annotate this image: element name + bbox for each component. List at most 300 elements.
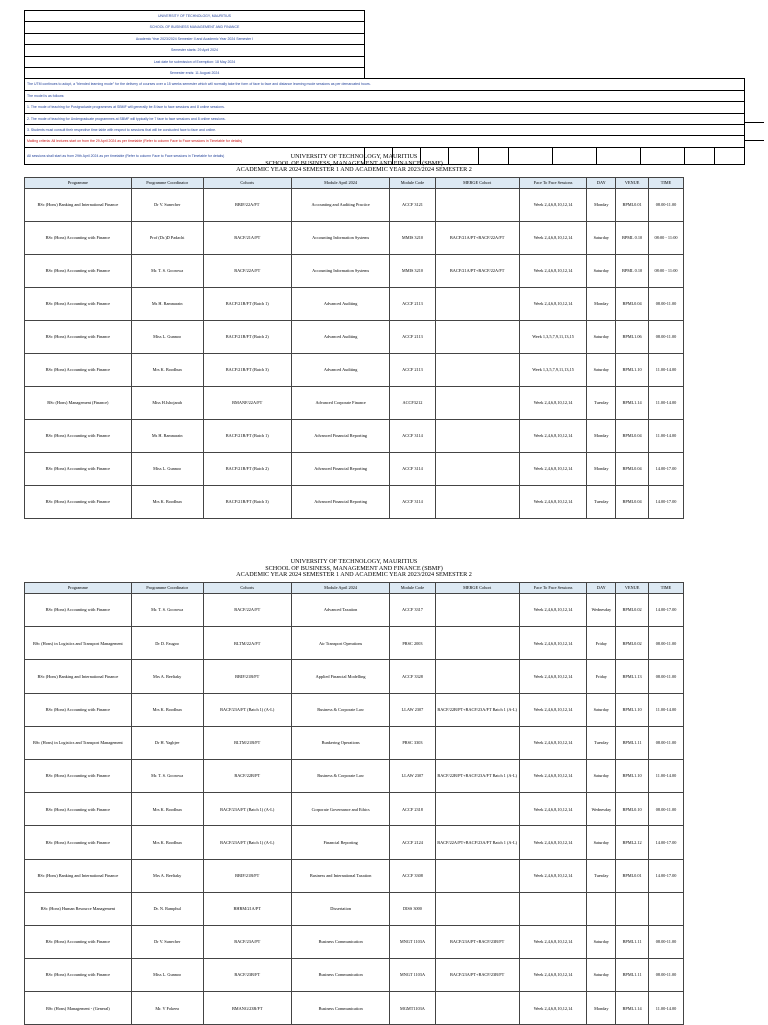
cell-module: Business & Corporate Law xyxy=(291,759,390,792)
cell-day: Tuesday xyxy=(587,387,616,420)
cell-coordinator: Dr V. Sunecher xyxy=(131,189,203,222)
cell-face-to-face-sessions xyxy=(519,892,587,925)
cell-time: 08.00-11.00 xyxy=(649,925,684,958)
column-header-programme: Programme xyxy=(25,178,132,189)
cell-programme: BSc (Hons) Accounting with Finance xyxy=(25,222,132,255)
schedule-heading-2 xyxy=(24,559,684,579)
cell-cohort: BBIF/22A/FT xyxy=(203,189,291,222)
cell-face-to-face-sessions: Week 2,4,6,8,10,12,14 xyxy=(519,925,587,958)
cell-time: 08:00 - 11:00 xyxy=(649,222,684,255)
cell-day: Monday xyxy=(587,189,616,222)
cell-merge-cohort xyxy=(435,594,519,627)
table-row xyxy=(25,354,684,387)
cell-programme: BSc (Hons) Human Resource Management xyxy=(25,892,132,925)
cell-venue: BPML0.01 xyxy=(616,859,649,892)
cell-face-to-face-sessions: Week 1,3,5,7,9,11,13,15 xyxy=(519,354,587,387)
table-row xyxy=(25,594,684,627)
cell-module: Accounting and Auditing Practice xyxy=(291,189,390,222)
cell-face-to-face-sessions: Week 2,4,6,8,10,12,14 xyxy=(519,453,587,486)
cell-day: Monday xyxy=(587,992,616,1025)
cell-face-to-face-sessions: Week 2,4,6,8,10,12,14 xyxy=(519,693,587,726)
cell-programme: BSc (Hons) Accounting with Finance xyxy=(25,255,132,288)
cell-day: Wednesday xyxy=(587,793,616,826)
cell-cohort: BACF/21B/FT (Batch 1) xyxy=(203,288,291,321)
cell-cohort: BBIF/21B/FT xyxy=(203,660,291,693)
table-header-row xyxy=(25,583,684,594)
cell-module: Accounting Information Systems xyxy=(291,222,390,255)
cell-module: Advanced Financial Reporting xyxy=(291,486,390,519)
cell-module-code: PRSC 2003 xyxy=(390,627,435,660)
cell-merge-cohort xyxy=(435,660,519,693)
cell-programme: BSc (Hons) Accounting with Finance xyxy=(25,925,132,958)
cell-programme: BSc (Hons) Banking and International Finance xyxy=(25,660,132,693)
column-header-module-code: Module Code xyxy=(390,178,435,189)
cell-programme: BSc (Hons) Accounting with Finance xyxy=(25,826,132,859)
column-header-time: TIME xyxy=(649,583,684,594)
notice-line-6: Semester ends: 11 August 2024 xyxy=(25,68,365,79)
cell-cohort: BMANG/23B/FT xyxy=(203,992,291,1025)
cell-programme: BSc (Hons) Management (Finance) xyxy=(25,387,132,420)
cell-programme: BSc (Hons) Accounting with Finance xyxy=(25,486,132,519)
notice-body-5: 3. Students must consult their respective time table with respect to sessions that will be conducted face to face and online. xyxy=(25,125,745,136)
cell-module-code: MMIS 3210 xyxy=(390,255,435,288)
cell-merge-cohort xyxy=(435,992,519,1025)
cell-venue: BPML 0.10 xyxy=(616,255,649,288)
cell-venue: BPML0.04 xyxy=(616,420,649,453)
cell-merge-cohort xyxy=(435,486,519,519)
table-row xyxy=(25,288,684,321)
cell-day: Saturday xyxy=(587,925,616,958)
cell-day: Saturday xyxy=(587,959,616,992)
cell-programme: BSc (Hons) Accounting with Finance xyxy=(25,453,132,486)
cell-time: 11.00-14.00 xyxy=(649,693,684,726)
cell-merge-cohort xyxy=(435,420,519,453)
table-row xyxy=(25,859,684,892)
cell-day: Tuesday xyxy=(587,726,616,759)
cell-face-to-face-sessions: Week 2,4,6,8,10,12,14 xyxy=(519,959,587,992)
cell-face-to-face-sessions: Week 2,4,6,8,10,12,14 xyxy=(519,420,587,453)
cell-venue: BPML1.14 xyxy=(616,992,649,1025)
cell-venue: BPML1.13 xyxy=(616,660,649,693)
notice-line-1: UNIVERSITY OF TECHNOLOGY, MAURITIUS xyxy=(25,11,365,22)
cell-face-to-face-sessions: Week 2,4,6,8,10,12,14 xyxy=(519,255,587,288)
cell-venue: BPML0.01 xyxy=(616,189,649,222)
cell-time: 14.00-17.00 xyxy=(649,826,684,859)
cell-cohort: BACF/22A/FT xyxy=(203,255,291,288)
cell-merge-cohort: BACF/22B/PT+BACF/23A/FT Batch 1 (A-L) xyxy=(435,759,519,792)
cell-face-to-face-sessions: Week 2,4,6,8,10,12,14 xyxy=(519,992,587,1025)
cell-day: Friday xyxy=(587,660,616,693)
cell-module: Advanced Auditing xyxy=(291,321,390,354)
cell-coordinator: Mrs K. Boodhun xyxy=(131,693,203,726)
notice-block xyxy=(24,10,745,165)
heading-university: UNIVERSITY OF TECHNOLOGY, MAURITIUS xyxy=(290,558,418,565)
notice-line-5: Last date for submission of Exemption: 18 May 2024 xyxy=(25,56,365,67)
notice-line-2: SCHOOL OF BUSINESS MANAGEMENT AND FINANCE xyxy=(25,22,365,33)
cell-module: Advanced Financial Reporting xyxy=(291,453,390,486)
cell-day: Saturday xyxy=(587,826,616,859)
cell-merge-cohort: BACF/23A/PT+BACF/23B/FT xyxy=(435,925,519,958)
column-header-face-to-face-sessions: Face To Face Sessions xyxy=(519,583,587,594)
table-header-row xyxy=(25,178,684,189)
column-header-time: TIME xyxy=(649,178,684,189)
column-header-day: DAY xyxy=(587,583,616,594)
column-header-face-to-face-sessions: Face To Face Sessions xyxy=(519,178,587,189)
cell-coordinator: Miss L. Gunnoo xyxy=(131,321,203,354)
cell-venue: BPML0.04 xyxy=(616,288,649,321)
cell-coordinator: Mrs K. Boodhun xyxy=(131,486,203,519)
cell-programme: BSc (Hons) Accounting with Finance xyxy=(25,354,132,387)
cell-module: Applied Financial Modelling xyxy=(291,660,390,693)
cell-venue: BPML0.04 xyxy=(616,486,649,519)
cell-face-to-face-sessions: Week 2,4,6,8,10,12,14 xyxy=(519,189,587,222)
cell-programme: BSc (Hons) Accounting with Finance xyxy=(25,693,132,726)
cell-module-code: LLAW 2307 xyxy=(390,759,435,792)
cell-module-code: ACCF 2124 xyxy=(390,826,435,859)
cell-coordinator: Miss L. Gunnoo xyxy=(131,959,203,992)
cell-programme: BSc (Hons) Banking and International Finance xyxy=(25,189,132,222)
table-body xyxy=(25,594,684,1025)
column-header-merge-cohort: MERGE Cohort xyxy=(435,583,519,594)
table-row xyxy=(25,189,684,222)
cell-face-to-face-sessions: Week 2,4,6,8,10,12,14 xyxy=(519,726,587,759)
schedule-table-1 xyxy=(24,177,684,519)
cell-merge-cohort xyxy=(435,387,519,420)
cell-module: Bunkering Operations xyxy=(291,726,390,759)
table-row xyxy=(25,627,684,660)
notice-body-3: 1. The mode of teaching for Postgraduate programmes at SBMF will generally be 8 face to face sessions and 8 online sessions. xyxy=(25,102,745,113)
table-row xyxy=(25,959,684,992)
cell-module-code: ACCF 3114 xyxy=(390,453,435,486)
cell-venue: BPML0.02 xyxy=(616,627,649,660)
notice-last-line: All sessions shall start as from 29th April 2024 as per timetable (Refer to column Face to Face sessions in Timetable for details) xyxy=(25,147,365,164)
cell-face-to-face-sessions: Week 2,4,6,8,10,12,14 xyxy=(519,486,587,519)
cell-day: Tuesday xyxy=(587,486,616,519)
cell-coordinator: Mrs A. Beeltaky xyxy=(131,660,203,693)
table-row xyxy=(25,420,684,453)
cell-module: Advanced Auditing xyxy=(291,288,390,321)
cell-coordinator: Mr. T. S. Goorowa xyxy=(131,759,203,792)
heading-academic-year: ACADEMIC YEAR 2024 SEMESTER 1 AND ACADEMIC YEAR 2023/2024 SEMESTER 2 xyxy=(236,571,472,579)
column-header-venue: VENUE xyxy=(616,178,649,189)
cell-merge-cohort xyxy=(435,189,519,222)
cell-venue xyxy=(616,892,649,925)
cell-time: 08.00-11.00 xyxy=(649,288,684,321)
cell-time: 08.00-11.00 xyxy=(649,959,684,992)
table-row xyxy=(25,222,684,255)
cell-face-to-face-sessions: Week 2,4,6,8,10,12,14 xyxy=(519,627,587,660)
table-row xyxy=(25,486,684,519)
cell-programme: BSc (Hons) in Logistics and Transport Management xyxy=(25,627,132,660)
cell-day: Wednesday xyxy=(587,594,616,627)
cell-face-to-face-sessions: Week 2,4,6,8,10,12,14 xyxy=(519,288,587,321)
schedule-table-2 xyxy=(24,582,684,1025)
cell-module-code: ACCF 3328 xyxy=(390,660,435,693)
cell-module-code: MNGT 1103A xyxy=(390,959,435,992)
cell-venue: BPML 0.10 xyxy=(616,222,649,255)
cell-time: 11.00-14.00 xyxy=(649,420,684,453)
cell-programme: BSc (Hons) in Logistics and Transport Management xyxy=(25,726,132,759)
cell-time: 14.00-17.00 xyxy=(649,486,684,519)
cell-module: Business Communication xyxy=(291,959,390,992)
cell-day: Saturday xyxy=(587,354,616,387)
cell-module: Business Communication xyxy=(291,992,390,1025)
cell-time: 08:00 - 11:00 xyxy=(649,255,684,288)
cell-face-to-face-sessions: Week 1,3,5,7,9,11,13,15 xyxy=(519,321,587,354)
cell-merge-cohort xyxy=(435,288,519,321)
cell-coordinator: Dr V. Sunecher xyxy=(131,925,203,958)
cell-module-code: MMIS 3210 xyxy=(390,222,435,255)
cell-time: 08.00-11.00 xyxy=(649,321,684,354)
cell-coordinator: Ms H. Ramnarain xyxy=(131,420,203,453)
cell-time: 11.00-14.00 xyxy=(649,759,684,792)
cell-coordinator: Miss H.Ishojarah xyxy=(131,387,203,420)
cell-venue: BPML1.11 xyxy=(616,726,649,759)
cell-merge-cohort xyxy=(435,793,519,826)
cell-module-code: LLAW 2307 xyxy=(390,693,435,726)
cell-time: 08.00-11.00 xyxy=(649,660,684,693)
cell-time xyxy=(649,892,684,925)
table-row xyxy=(25,759,684,792)
cell-cohort: BLTM/21B/FT xyxy=(203,726,291,759)
cell-programme: BSc (Hons) Accounting with Finance xyxy=(25,759,132,792)
cell-merge-cohort: BACF/22A/PT+BACF/23A/FT Batch 1 (A-L) xyxy=(435,826,519,859)
column-header-module-code: Module Code xyxy=(390,583,435,594)
cell-cohort: BACF/21B/FT (Batch 2) xyxy=(203,453,291,486)
cell-face-to-face-sessions: Week 2,4,6,8,10,12,14 xyxy=(519,222,587,255)
cell-coordinator: Dr. N. Ramphul xyxy=(131,892,203,925)
cell-cohort: BACF/23A/FT (Batch 1) (A-L) xyxy=(203,693,291,726)
cell-programme: BSc (Hons) Management - (General) xyxy=(25,992,132,1025)
cell-cohort: BACF/22A/FT xyxy=(203,594,291,627)
column-header-module: Module April 2024 xyxy=(291,178,390,189)
cell-module-code: ACCF 2113 xyxy=(390,288,435,321)
cell-module-code: PRSC 3303 xyxy=(390,726,435,759)
cell-time: 11.00-14.00 xyxy=(649,354,684,387)
cell-module-code: ACCF3212 xyxy=(390,387,435,420)
cell-module: Accounting Information Systems xyxy=(291,255,390,288)
cell-time: 11.00-14.00 xyxy=(649,992,684,1025)
cell-cohort: BACF/23A/FT (Batch 1) (A-L) xyxy=(203,826,291,859)
cell-day: Saturday xyxy=(587,759,616,792)
notice-body-1: The UTM continues to adopt, a "blended learning mode" for the delivery of courses over a 15 weeks semester which will normally take the form of face to face and distance learning mode sessions as per demarcated hours. xyxy=(25,79,745,90)
cell-cohort: BMANF/22A/FT xyxy=(203,387,291,420)
column-header-day: DAY xyxy=(587,178,616,189)
cell-merge-cohort: BACF/23A/PT+BACF/23B/FT xyxy=(435,959,519,992)
cell-time: 08.00-11.00 xyxy=(649,189,684,222)
cell-module: Financial Reporting xyxy=(291,826,390,859)
column-header-cohort: Cohorts xyxy=(203,178,291,189)
cell-face-to-face-sessions: Week 2,4,6,8,10,12,14 xyxy=(519,759,587,792)
cell-time: 14.00-17.00 xyxy=(649,859,684,892)
cell-merge-cohort: BACF/21A/PT+BACF/22A/FT xyxy=(435,255,519,288)
column-header-venue: VENUE xyxy=(616,583,649,594)
cell-cohort: BLTM/22A/FT xyxy=(203,627,291,660)
cell-module: Business Communication xyxy=(291,925,390,958)
cell-module-code: MGMT1103A xyxy=(390,992,435,1025)
cell-venue: BPML0.02 xyxy=(616,594,649,627)
cell-coordinator: Prof (Dr.)D Padachi xyxy=(131,222,203,255)
cell-module-code: ACCF 3114 xyxy=(390,486,435,519)
notice-line-4: Semester starts: 29 April 2024 xyxy=(25,45,365,56)
cell-module-code: MNGT 1103A xyxy=(390,925,435,958)
cell-time: 11.00-14.00 xyxy=(649,387,684,420)
table-row xyxy=(25,892,684,925)
column-header-coordinator: Programme Coordinator xyxy=(131,178,203,189)
heading-university: UNIVERSITY OF TECHNOLOGY, MAURITIUS xyxy=(290,153,418,160)
cell-cohort: BACF/21A/PT xyxy=(203,222,291,255)
notice-body-2: The model is as follows: xyxy=(25,90,745,101)
cell-programme: BSc (Hons) Accounting with Finance xyxy=(25,321,132,354)
heading-academic-year: ACADEMIC YEAR 2024 SEMESTER 1 AND ACADEMIC YEAR 2023/2024 SEMESTER 2 xyxy=(236,166,472,174)
cell-module-code: ACCF 3121 xyxy=(390,189,435,222)
cell-merge-cohort xyxy=(435,726,519,759)
cell-merge-cohort: BACF/21A/PT+BACF/22A/FT xyxy=(435,222,519,255)
cell-face-to-face-sessions: Week 2,4,6,8,10,12,14 xyxy=(519,387,587,420)
cell-venue: BPML1.10 xyxy=(616,693,649,726)
column-header-merge-cohort: MERGE Cohort xyxy=(435,178,519,189)
cell-cohort: BACF/21B/FT (Batch 2) xyxy=(203,321,291,354)
cell-cohort: BACF/23B/FT xyxy=(203,959,291,992)
table-row xyxy=(25,726,684,759)
cell-programme: BSc (Hons) Accounting with Finance xyxy=(25,793,132,826)
column-header-programme: Programme xyxy=(25,583,132,594)
cell-module: Business and International Taxation xyxy=(291,859,390,892)
cell-merge-cohort xyxy=(435,892,519,925)
cell-module-code: ACCF 3308 xyxy=(390,859,435,892)
cell-coordinator: Mr. V Fokeea xyxy=(131,992,203,1025)
cell-coordinator: Mrs K. Boodhun xyxy=(131,354,203,387)
cell-module-code: ACCF 3317 xyxy=(390,594,435,627)
table-row xyxy=(25,992,684,1025)
cell-day: Friday xyxy=(587,627,616,660)
cell-venue: BPML2.12 xyxy=(616,826,649,859)
table-row xyxy=(25,387,684,420)
cell-cohort: BACF/23A/PT xyxy=(203,925,291,958)
column-header-module: Module April 2024 xyxy=(291,583,390,594)
cell-venue: BPML1.11 xyxy=(616,925,649,958)
cell-cohort: BACF/21B/FT (Batch 1) xyxy=(203,420,291,453)
heading-school: SCHOOL OF BUSINESS, MANAGEMENT AND FINANCE (SBMF) xyxy=(265,159,443,167)
notice-side-stub xyxy=(744,122,764,141)
table-row xyxy=(25,660,684,693)
cell-merge-cohort xyxy=(435,453,519,486)
cell-cohort: BACF/23A/FT (Batch 1) (A-L) xyxy=(203,793,291,826)
cell-venue: BPML0.10 xyxy=(616,793,649,826)
cell-day xyxy=(587,892,616,925)
cell-day: Saturday xyxy=(587,321,616,354)
table-row xyxy=(25,321,684,354)
cell-merge-cohort: BACF/22B/PT+BACF/23A/FT Batch 1 (A-L) xyxy=(435,693,519,726)
cell-merge-cohort xyxy=(435,321,519,354)
cell-coordinator: Mrs A. Beeltaky xyxy=(131,859,203,892)
cell-venue: BPML1.06 xyxy=(616,321,649,354)
cell-cohort: BBIF/21B/FT xyxy=(203,859,291,892)
cell-coordinator: Dr H. Yagbjee xyxy=(131,726,203,759)
cell-cohort: BACF/22B/PT xyxy=(203,759,291,792)
cell-face-to-face-sessions: Week 2,4,6,8,10,12,14 xyxy=(519,793,587,826)
cell-cohort: BHRM/21A/PT xyxy=(203,892,291,925)
cell-time: 08.00-11.00 xyxy=(649,627,684,660)
cell-module: Corporate Governance and Ethics xyxy=(291,793,390,826)
cell-day: Saturday xyxy=(587,222,616,255)
notice-body-4: 2. The mode of teaching for Undergraduate programmes at SBMF will typically be 7 face to face sessions and 8 online sessions. xyxy=(25,113,745,124)
cell-coordinator: Miss L. Gunnoo xyxy=(131,453,203,486)
cell-venue: BPML1.11 xyxy=(616,959,649,992)
cell-day: Monday xyxy=(587,420,616,453)
cell-programme: BSc (Hons) Accounting with Finance xyxy=(25,420,132,453)
cell-day: Monday xyxy=(587,288,616,321)
cell-face-to-face-sessions: Week 2,4,6,8,10,12,14 xyxy=(519,594,587,627)
cell-venue: BPML0.04 xyxy=(616,453,649,486)
cell-cohort: BACF/21B/FT (Batch 3) xyxy=(203,354,291,387)
cell-module-code: ACCF 2318 xyxy=(390,793,435,826)
cell-coordinator: Ms H. Ramnarain xyxy=(131,288,203,321)
schedule-heading-1 xyxy=(24,154,684,174)
heading-school: SCHOOL OF BUSINESS, MANAGEMENT AND FINANCE (SBMF) xyxy=(265,564,443,572)
cell-venue: BPML1.10 xyxy=(616,759,649,792)
table-row xyxy=(25,793,684,826)
cell-face-to-face-sessions: Week 2,4,6,8,10,12,14 xyxy=(519,660,587,693)
column-header-coordinator: Programme Coordinator xyxy=(131,583,203,594)
cell-face-to-face-sessions: Week 2,4,6,8,10,12,14 xyxy=(519,859,587,892)
cell-coordinator: Mr. T. S. Goorowa xyxy=(131,594,203,627)
cell-face-to-face-sessions: Week 2,4,6,8,10,12,14 xyxy=(519,826,587,859)
cell-coordinator: Mrs K. Boodhun xyxy=(131,826,203,859)
table-row xyxy=(25,826,684,859)
cell-venue: BPML1.10 xyxy=(616,354,649,387)
cell-day: Saturday xyxy=(587,693,616,726)
cell-day: Monday xyxy=(587,453,616,486)
cell-coordinator: Mrs K. Boodhun xyxy=(131,793,203,826)
cell-programme: BSc (Hons) Banking and International Finance xyxy=(25,859,132,892)
cell-merge-cohort xyxy=(435,627,519,660)
table-row xyxy=(25,255,684,288)
table-row xyxy=(25,925,684,958)
table-row xyxy=(25,453,684,486)
cell-merge-cohort xyxy=(435,859,519,892)
table-body xyxy=(25,189,684,519)
cell-merge-cohort xyxy=(435,354,519,387)
cell-day: Saturday xyxy=(587,255,616,288)
cell-time: 08.00-11.00 xyxy=(649,793,684,826)
cell-module: Air Transport Operations xyxy=(291,627,390,660)
cell-programme: BSc (Hons) Accounting with Finance xyxy=(25,959,132,992)
cell-module: Advanced Auditing xyxy=(291,354,390,387)
cell-module: Business & Corporate Law xyxy=(291,693,390,726)
notice-line-3: Academic Year 2023/2024 Semester II and Academic Year 2024 Semester I xyxy=(25,33,365,44)
notice-red-line: Mailing criteria: All lectures start on from the 29 April 2024 as per timetable (Refer to column Face to Face sessions in Timetable for details) xyxy=(25,136,745,147)
cell-module: Advanced Taxation xyxy=(291,594,390,627)
cell-time: 08.00-11.00 xyxy=(649,726,684,759)
cell-coordinator: Mr. T. S. Goorowa xyxy=(131,255,203,288)
cell-programme: BSc (Hons) Accounting with Finance xyxy=(25,594,132,627)
cell-module-code: DISS 3000 xyxy=(390,892,435,925)
cell-time: 14.00-17.00 xyxy=(649,594,684,627)
cell-programme: BSc (Hons) Accounting with Finance xyxy=(25,288,132,321)
table-row xyxy=(25,693,684,726)
cell-module-code: ACCF 2113 xyxy=(390,321,435,354)
cell-module-code: ACCF 2113 xyxy=(390,354,435,387)
cell-module-code: ACCF 3114 xyxy=(390,420,435,453)
cell-module: Dissertation xyxy=(291,892,390,925)
cell-coordinator: Dr D. Faugoo xyxy=(131,627,203,660)
cell-module: Advanced Corporate Finance xyxy=(291,387,390,420)
cell-venue: BPML1.14 xyxy=(616,387,649,420)
cell-time: 14.00-17.00 xyxy=(649,453,684,486)
cell-day: Tuesday xyxy=(587,859,616,892)
cell-module: Advanced Financial Reporting xyxy=(291,420,390,453)
